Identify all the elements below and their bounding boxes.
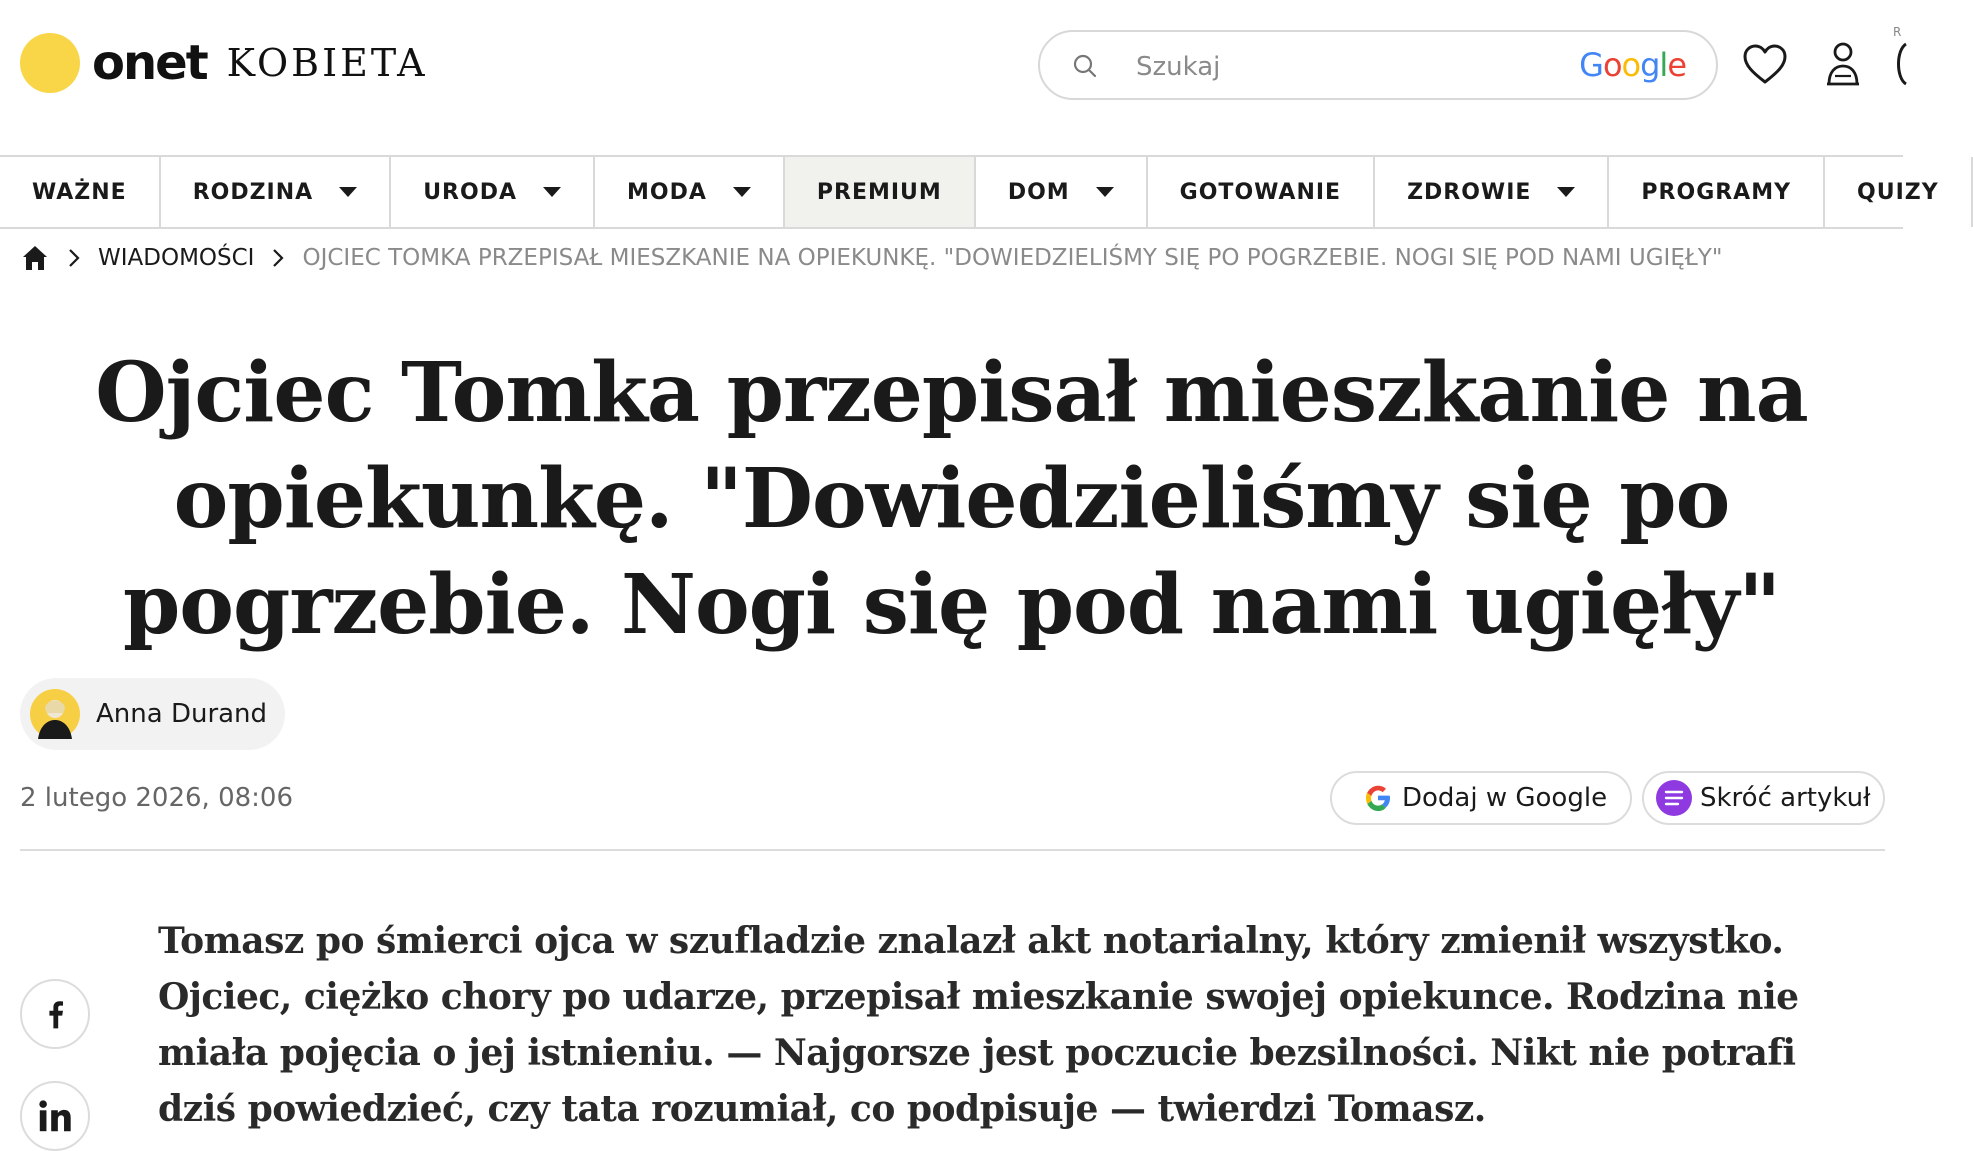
- google-g-icon: [1362, 782, 1394, 814]
- nav-label: GOTOWANIE: [1179, 179, 1342, 205]
- search-box[interactable]: [1038, 30, 1718, 100]
- summarize-article-button[interactable]: [1642, 771, 1885, 825]
- cut-off-icon[interactable]: [1890, 40, 1910, 88]
- summarize-article-label: Skróć artykuł: [1700, 783, 1871, 813]
- publish-date: 2 lutego 2026, 08:06: [20, 783, 293, 813]
- linkedin-share-button[interactable]: [20, 1081, 90, 1151]
- linkedin-icon: [36, 1097, 74, 1135]
- caret-down-icon: [733, 187, 751, 197]
- logo-dot-icon: [20, 33, 80, 93]
- nav-label: MODA: [626, 179, 707, 205]
- add-to-google-button[interactable]: [1330, 771, 1632, 825]
- nav-item-zdrowie[interactable]: [1375, 157, 1609, 227]
- main-nav: [0, 155, 1939, 229]
- article-lead: Tomasz po śmierci ojca w szufladzie znalazł akt notarialny, który zmienił wszystko. Ojciec, ciężko chory po udarze, przepisał mieszkanie swojej opiekunce. Rodzina nie miała pojęcia o jej istnieniu. — Najgorsze jest poczucie bezsilności. Nikt nie potrafi dziś powiedzieć, czy tata rozumiał, co podpisuje — twierdzi Tomasz.: [158, 920, 1799, 1130]
- caret-down-icon: [1557, 187, 1575, 197]
- nav-item-moda[interactable]: [595, 157, 785, 227]
- logo-brand: onet: [92, 35, 207, 91]
- summary-list-icon: [1656, 780, 1692, 816]
- nav-label: WAŻNE: [32, 179, 127, 205]
- nav-item-rodzina[interactable]: [161, 157, 391, 227]
- caret-down-icon: [543, 187, 561, 197]
- site-logo[interactable]: [20, 33, 428, 93]
- nav-item-programy[interactable]: [1609, 157, 1825, 227]
- chevron-right-icon: [62, 246, 86, 270]
- search-input[interactable]: [1134, 48, 1588, 86]
- caret-down-icon: [339, 187, 357, 197]
- nav-label: URODA: [423, 179, 517, 205]
- nav-item-premium[interactable]: [785, 157, 976, 227]
- home-icon[interactable]: [20, 243, 50, 273]
- facebook-icon: [43, 997, 67, 1031]
- caret-down-icon: [1096, 187, 1114, 197]
- meta-divider: [20, 849, 1885, 851]
- author-avatar: [30, 689, 80, 739]
- article-title: Ojciec Tomka przepisał mieszkanie na opiekunkę. "Dowiedzieliśmy się po pogrzebie. Nogi się pod nami ugięły": [95, 345, 1808, 653]
- user-icon[interactable]: [1822, 40, 1864, 88]
- breadcrumb-current: OJCIEC TOMKA PRZEPISAŁ MIESZKANIE NA OPIEKUNKĘ. "DOWIEDZIELIŚMY SIĘ PO POGRZEBIE. NOGI SIĘ POD NAMI UGIĘŁY": [302, 245, 1723, 271]
- nav-label: PREMIUM: [816, 179, 942, 205]
- site-header: [0, 0, 1903, 155]
- author-name: Anna Durand: [96, 699, 268, 729]
- nav-label: RODZINA: [192, 179, 314, 205]
- nav-label: DOM: [1007, 179, 1070, 205]
- author-chip[interactable]: [20, 678, 285, 750]
- heart-icon[interactable]: [1742, 43, 1788, 85]
- nav-item-gotowanie[interactable]: [1148, 157, 1375, 227]
- nav-item-dom[interactable]: [976, 157, 1148, 227]
- corner-letter: R: [1893, 25, 1902, 39]
- breadcrumb-section[interactable]: WIADOMOŚCI: [98, 245, 255, 271]
- nav-item-quizy[interactable]: [1825, 157, 1973, 227]
- avatar-portrait-icon: [30, 689, 80, 739]
- nav-item-uroda[interactable]: [391, 157, 595, 227]
- logo-section: KOBIETA: [226, 41, 428, 85]
- facebook-share-button[interactable]: [20, 979, 90, 1049]
- nav-item-wazne[interactable]: [0, 157, 161, 227]
- search-icon[interactable]: [1070, 51, 1100, 81]
- nav-label: ZDROWIE: [1407, 179, 1532, 205]
- chevron-right-icon: [266, 246, 290, 270]
- breadcrumb: [20, 238, 1722, 278]
- nav-label: QUIZY: [1857, 179, 1939, 205]
- google-search-label: Google: [1579, 46, 1686, 84]
- nav-label: PROGRAMY: [1641, 179, 1792, 205]
- add-to-google-label: Dodaj w Google: [1402, 783, 1608, 813]
